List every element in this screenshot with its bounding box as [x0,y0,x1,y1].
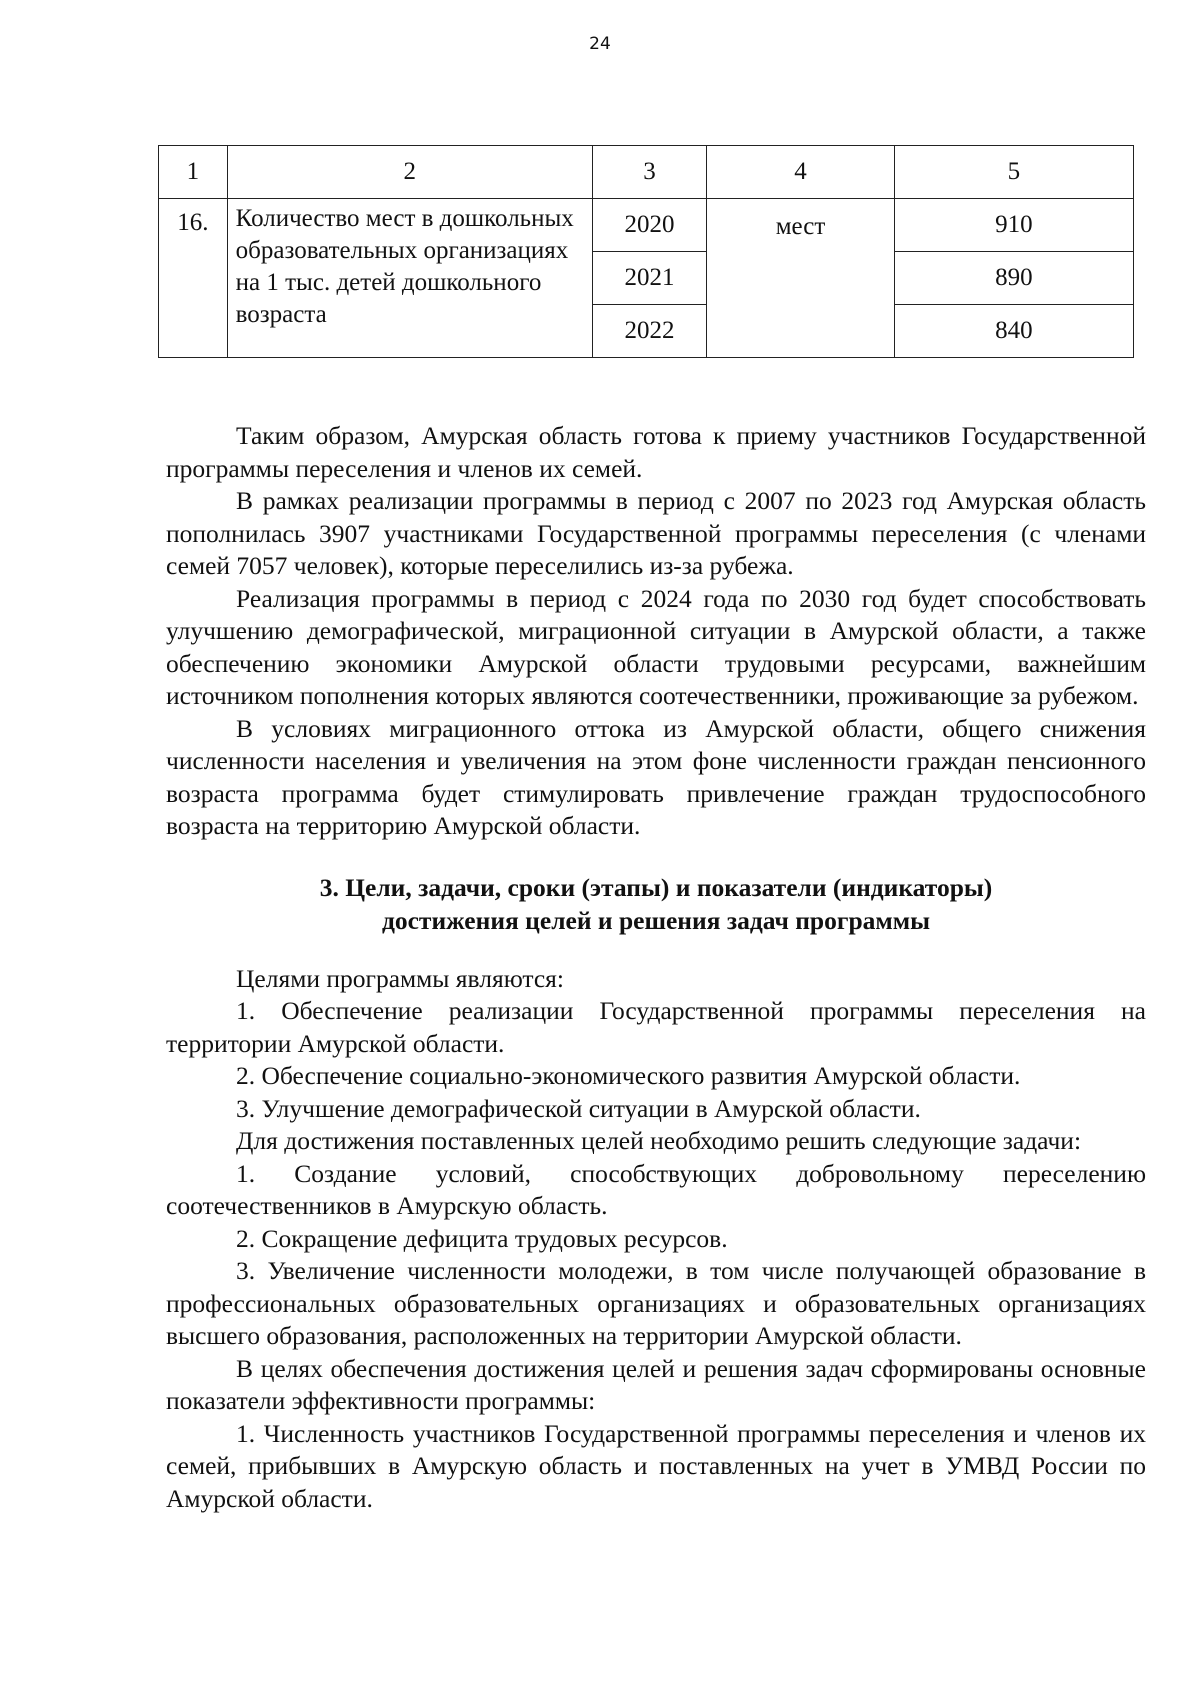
indicators-table [158,145,1134,358]
value-cell: 840 [894,305,1133,358]
value-cell: 890 [894,252,1133,305]
paragraph: Реализация программы в период с 2024 года по 2030 год будет способствовать улучшению демографической, миграционной ситуации в Амурской области, а также обеспечению экономики Амурской области трудовыми ресурсами, важнейшим источником пополнения которых являются соотечественники, проживающие за рубежом. [166,583,1146,710]
page-number: 24 [589,34,611,54]
table-header-row [159,146,1134,199]
table-header-cell: 4 [707,146,895,199]
paragraph: 2. Обеспечение социально-экономического развития Амурской области. [236,1061,1021,1090]
year-cell: 2021 [592,252,706,305]
table-header-cell: 1 [159,146,228,199]
document-body [166,420,1146,1515]
paragraph: Таким образом, Амурская область готова к приему участников Государственной программы переселения и членов их семей. [166,421,1146,483]
paragraph: В условиях миграционного оттока из Амурской области, общего снижения численности населения и увеличения на этом фоне численности граждан пенсионного возраста программа будет стимулировать привлечение граждан трудоспособного возраста на территорию Амурской области. [166,713,1146,840]
paragraph: 1. Численность участников Государственной программы переселения и членов их семей, прибывших в Амурскую область и поставленных на учет в УМВД России по Амурской области. [166,1418,1146,1513]
paragraph: Для достижения поставленных целей необходимо решить следующие задачи: [236,1126,1082,1155]
paragraph: 2. Сокращение дефицита трудовых ресурсов. [236,1223,728,1253]
year-cell: 2022 [592,305,706,358]
table-header-cell: 2 [227,146,592,199]
paragraph: В рамках реализации программы в период с 2007 по 2023 год Амурская область пополнилась 3907 участниками Государственной программы переселения (с членами семей 7057 человек), которые переселились из-за рубежа. [166,486,1146,580]
section-heading-line: 3. Цели, задачи, сроки (этапы) и показатели (индикаторы) [319,872,993,902]
section-heading-line: достижения целей и решения задач программы [381,905,931,935]
row-number: 16. [159,199,228,358]
paragraph: 3. Улучшение демографической ситуации в Амурской области. [236,1093,921,1123]
section-heading [166,871,1146,937]
table-row [159,199,1134,252]
value-cell: 910 [894,199,1133,252]
unit-cell: мест [707,199,895,358]
paragraph: 1. Обеспечение реализации Государственной программы переселения на территории Амурской области. [166,996,1146,1058]
paragraph: 1. Создание условий, способствующих добровольному переселению соотечественников в Амурскую область. [166,1158,1146,1220]
paragraph: 3. Увеличение численности молодежи, в том числе получающей образование в профессиональных образовательных организациях и образовательных организациях высшего образования, расположенных на территории Амурской области. [166,1256,1146,1350]
table-header-cell: 5 [894,146,1133,199]
table-header-cell: 3 [592,146,706,199]
paragraph: Целями программы являются: [236,963,564,993]
year-cell: 2020 [592,199,706,252]
paragraph: В целях обеспечения достижения целей и решения задач сформированы основные показатели эффективности программы: [166,1353,1146,1415]
indicator-name: Количество мест в дошкольных образовательных организациях на 1 тыс. детей дошкольного возраста [227,199,592,358]
